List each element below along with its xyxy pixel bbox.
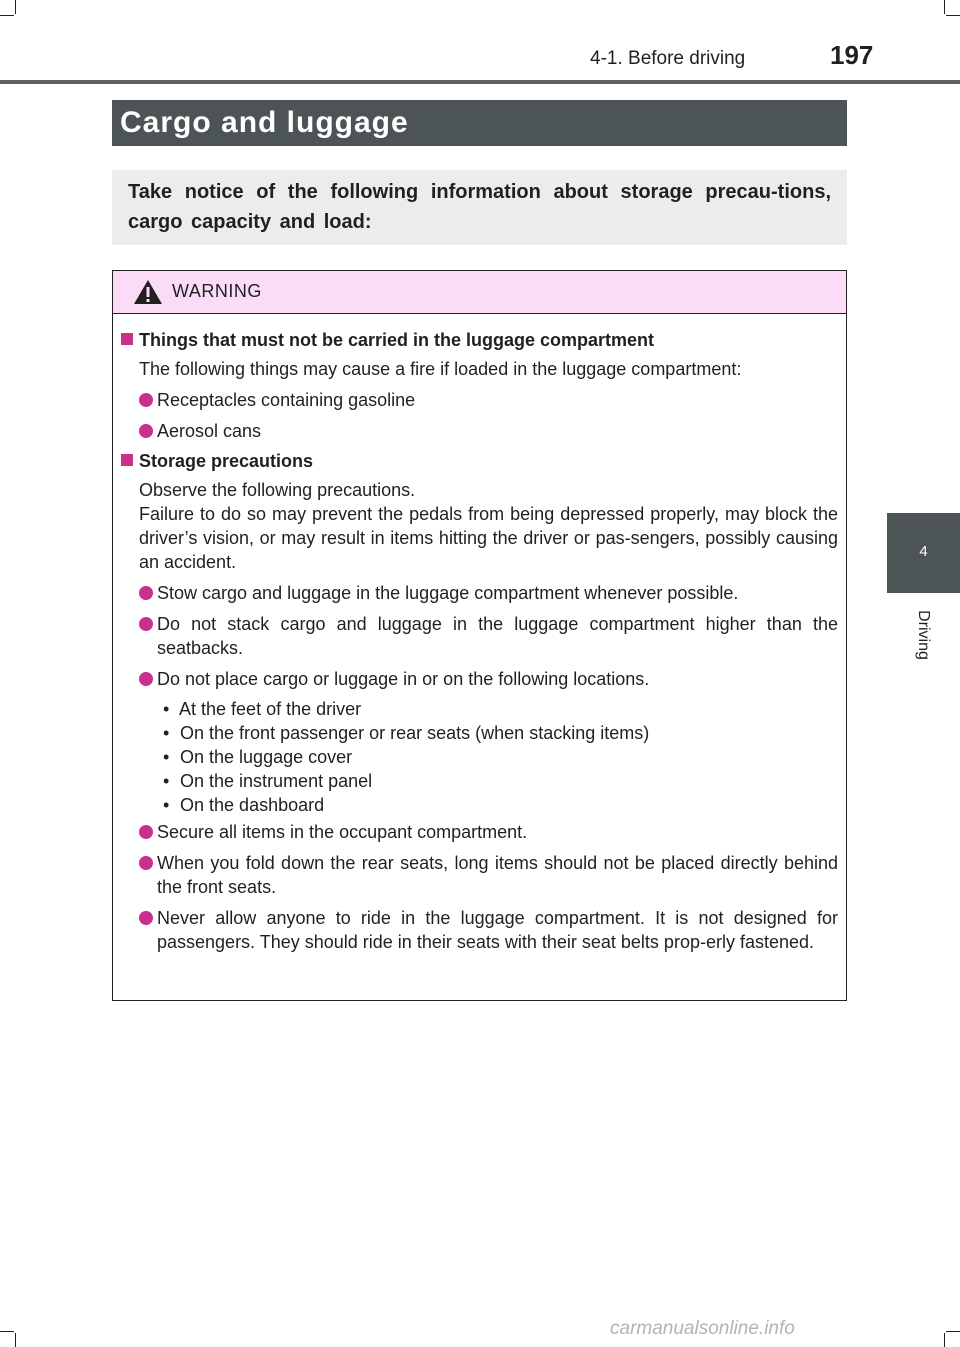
list-item [139,906,838,954]
list-item [139,419,838,443]
list-item [139,820,838,844]
chapter-label: Driving [915,610,932,660]
page-number: 197 [830,40,874,70]
paragraph: Failure to do so may prevent the pedals from being depressed properly, may block the driver’s vision, or may result in items hitting the driver or pas-sengers, possibly causing an accident. [139,504,838,572]
list-item [139,851,838,899]
list-item-text: Stow cargo and luggage in the luggage compartment whenever possible. [157,583,739,603]
bullet-dot-icon [139,856,153,870]
crop-mark [944,1333,945,1347]
sub-list-item-text: On the luggage cover [180,747,353,767]
sub-list-item [163,697,838,721]
bullet-dot-icon [139,586,153,600]
list-item-text: Never allow anyone to ride in the luggage compartment. It is not designed for passengers. They should ride in their seats with their seat belts prop-erly fastened. [157,908,838,952]
crop-mark [946,15,960,16]
sub-list-item-text: On the front passenger or rear seats (when stacking items) [180,723,650,743]
crop-mark [15,0,16,14]
crop-mark [946,1331,960,1332]
sub-list-item-text: On the instrument panel [180,771,373,791]
bullet-dot-icon [139,617,153,631]
warning-label: WARNING [172,281,262,301]
paragraph: The following things may cause a fire if loaded in the luggage compartment: [139,359,742,379]
crop-mark [944,0,945,14]
sub-list-item [163,721,838,745]
bullet-dot-icon [139,424,153,438]
list-item [139,581,838,605]
paragraph: Observe the following precautions. [139,480,416,500]
list-item-text: Do not place cargo or luggage in or on the following locations. [157,669,650,689]
sub-list-item [163,769,838,793]
header-rule [0,80,960,84]
sub-bullet-icon: • [163,795,170,815]
sub-list-item-text: On the dashboard [180,795,325,815]
sub-list-item-text: At the feet of the driver [179,699,362,719]
warning-triangle-icon [133,279,163,305]
section-heading-text: Storage precautions [139,451,314,471]
warning-header [113,271,846,314]
crop-mark [0,15,14,16]
list-item-text: When you fold down the rear seats, long items should not be placed directly behind the front seats. [157,853,838,897]
list-item-text: Aerosol cans [157,421,262,441]
list-item-text: Receptacles containing gasoline [157,390,416,410]
bullet-dot-icon [139,825,153,839]
bullet-dot-icon [139,911,153,925]
bullet-dot-icon [139,393,153,407]
crop-mark [0,1331,14,1332]
page-title: Cargo and luggage [112,100,847,146]
bullet-dot-icon [139,672,153,686]
sub-bullet-icon: • [163,771,170,791]
section-heading [121,328,654,352]
chapter-tab [887,513,960,593]
crop-mark [15,1333,16,1347]
sub-list-item [163,745,838,769]
watermark: carmanualsonline.info [610,1318,795,1339]
sub-bullet-icon: • [163,699,170,719]
sub-list-item [163,793,838,817]
list-item-text: Secure all items in the occupant compartment. [157,822,528,842]
section-title: 4-1. Before driving [590,48,746,69]
warning-box [112,270,847,1001]
square-bullet-icon [121,333,133,345]
list-item [139,612,838,660]
section-heading [121,449,313,473]
sub-bullet-icon: • [163,747,170,767]
list-item [139,388,838,412]
section-heading-text: Things that must not be carried in the luggage compartment [139,330,655,350]
square-bullet-icon [121,454,133,466]
chapter-number: 4 [919,543,928,560]
sub-bullet-icon: • [163,723,170,743]
intro-text: Take notice of the following information about storage precau-tions, cargo capacity and load: [112,170,847,245]
list-item-text: Do not stack cargo and luggage in the luggage compartment higher than the seatbacks. [157,614,838,658]
list-item [139,667,838,691]
